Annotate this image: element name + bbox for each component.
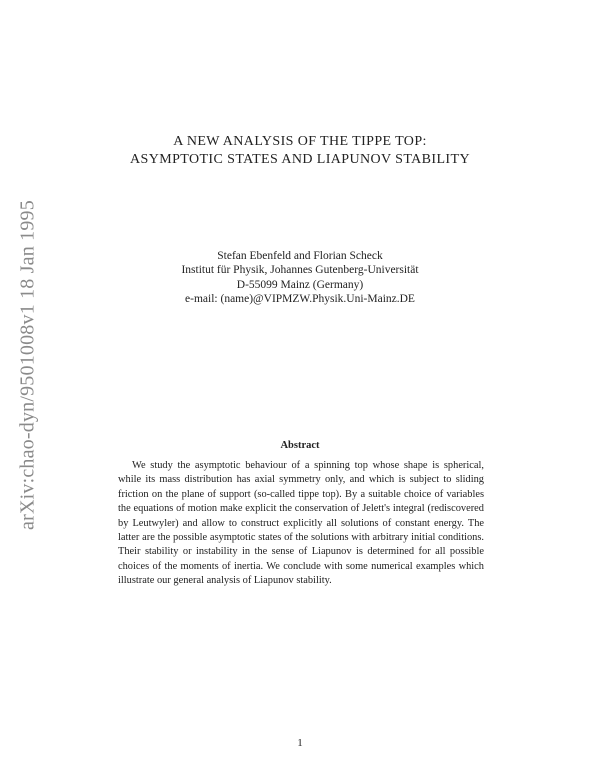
author-block: [0, 249, 600, 306]
title-line-2: ASYMPTOTIC STATES AND LIAPUNOV STABILITY: [130, 152, 470, 167]
abstract-text: We study the asymptotic behaviour of a spinning top whose shape is spherical, while its mass distribution has axial symmetry only, and which is subject to sliding friction on the plane of support (so-called tippe top). By a suitable choice of variables the equations of motion make explicit the conservation of Jelett's integral (rediscovered by Leutwyler) and allow to construct explicitly all solutions of constant energy. The latter are the possible asymptotic states of the solutions with arbitrary initial conditions. Their stability or instability in the sense of Liapunov is determined for all possible choices of the moments of inertia. We conclude with some numerical examples which illustrate our general analysis of Liapunov stability.: [118, 460, 484, 587]
author-address: D-55099 Mainz (Germany): [236, 278, 364, 291]
arxiv-identifier: arXiv:chao-dyn/9501008v1 18 Jan 1995: [16, 200, 39, 530]
author-names: Stefan Ebenfeld and Florian Scheck: [217, 250, 383, 262]
page-number: 1: [297, 737, 303, 749]
paper-title: [0, 133, 600, 169]
title-line-1: A NEW ANALYSIS OF THE TIPPE TOP:: [173, 134, 427, 149]
author-email: e-mail: (name)@VIPMZW.Physik.Uni-Mainz.DE: [185, 292, 415, 305]
abstract-heading: Abstract: [280, 440, 320, 451]
author-institute: Institut für Physik, Johannes Gutenberg-Universität: [181, 264, 419, 277]
